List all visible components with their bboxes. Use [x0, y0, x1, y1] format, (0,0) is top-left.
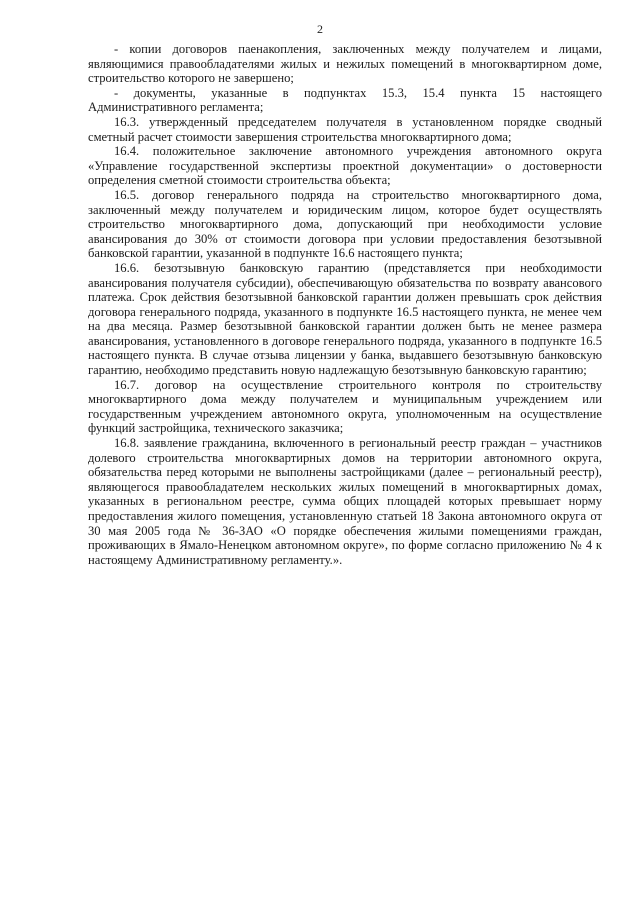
paragraph-16-6: 16.6. безотзывную банковскую гарантию (представляется при необходимости авансирования получателя субсидии), обеспечивающую обязательства по возврату авансового платежа. Срок действия безотзывной банковской гарантии должен превышать срок действия договора генерального подряда, указанного в подпункте 16.5 настоящего пункта, не менее чем на два месяца. Размер безотзывной банковской гарантии должен быть не менее размера авансирования, установленного в договоре генерального подряда, указанного в подпункте 16.5 настоящего пункта. В случае отзыва лицензии у банка, выдавшего безотзывную банковскую гарантию, необходимо представить новую надлежащую безотзывную банковскую гарантию;: [88, 260, 602, 378]
paragraph-16-5: 16.5. договор генерального подряда на строительство многоквартирного дома, заключенный между получателем и юридическим лицом, которое будет осуществлять строительство многоквартирного дома, допускающий при необходимости условие авансирования до 30% от стоимости договора при условии предоставления безотзывной банковской гарантии, указанной в подпункте 16.6 настоящего пункта;: [88, 187, 602, 261]
paragraph-copies-of-contracts: - копии договоров паенакопления, заключенных между получателем и лицами, являющимися правообладателями жилых и нежилых помещений в многоквартирном доме, строительство которого не завершено;: [88, 42, 602, 86]
paragraph-16-4: 16.4. положительное заключение автономного учреждения автономного округа «Управление государственной экспертизы проектной документации» о достоверности определения сметной стоимости строительства объекта;: [88, 144, 602, 188]
page-number: 2: [317, 22, 323, 36]
paragraph-documents-15-3-15-4: - документы, указанные в подпунктах 15.3, 15.4 пункта 15 настоящего Административного регламента;: [88, 85, 602, 115]
paragraph-16-8: 16.8. заявление гражданина, включенного в региональный реестр граждан – участников долевого строительства многоквартирных домов на территории автономного округа, обязательства перед которыми не выполнены застройщиками (далее – региональный реестр), являющегося правообладателем нескольких жилых помещений в многоквартирных домах, указанных в региональном реестре, сумма общих площадей которых превышает норму предоставления жилого помещения, установленную статьей 18 Закона автономного округа от 30 мая 2005 года № 36-ЗАО «О порядке обеспечения жилыми помещениями граждан, проживающих в Ямало-Ненецком автономном округе», по форме согласно приложению № 4 к настоящему Административному регламенту.».: [88, 436, 602, 567]
paragraph-16-7: 16.7. договор на осуществление строительного контроля по строительству многоквартирного дома между получателем и муниципальным учреждением или государственным учреждением автономного округа, уполномоченным на осуществление функций застройщика, технического заказчика;: [88, 377, 602, 436]
document-body: [88, 42, 602, 567]
paragraph-16-3: 16.3. утвержденный председателем получателя в установленном порядке сводный сметный расчет стоимости завершения строительства многоквартирного дома;: [88, 114, 602, 144]
